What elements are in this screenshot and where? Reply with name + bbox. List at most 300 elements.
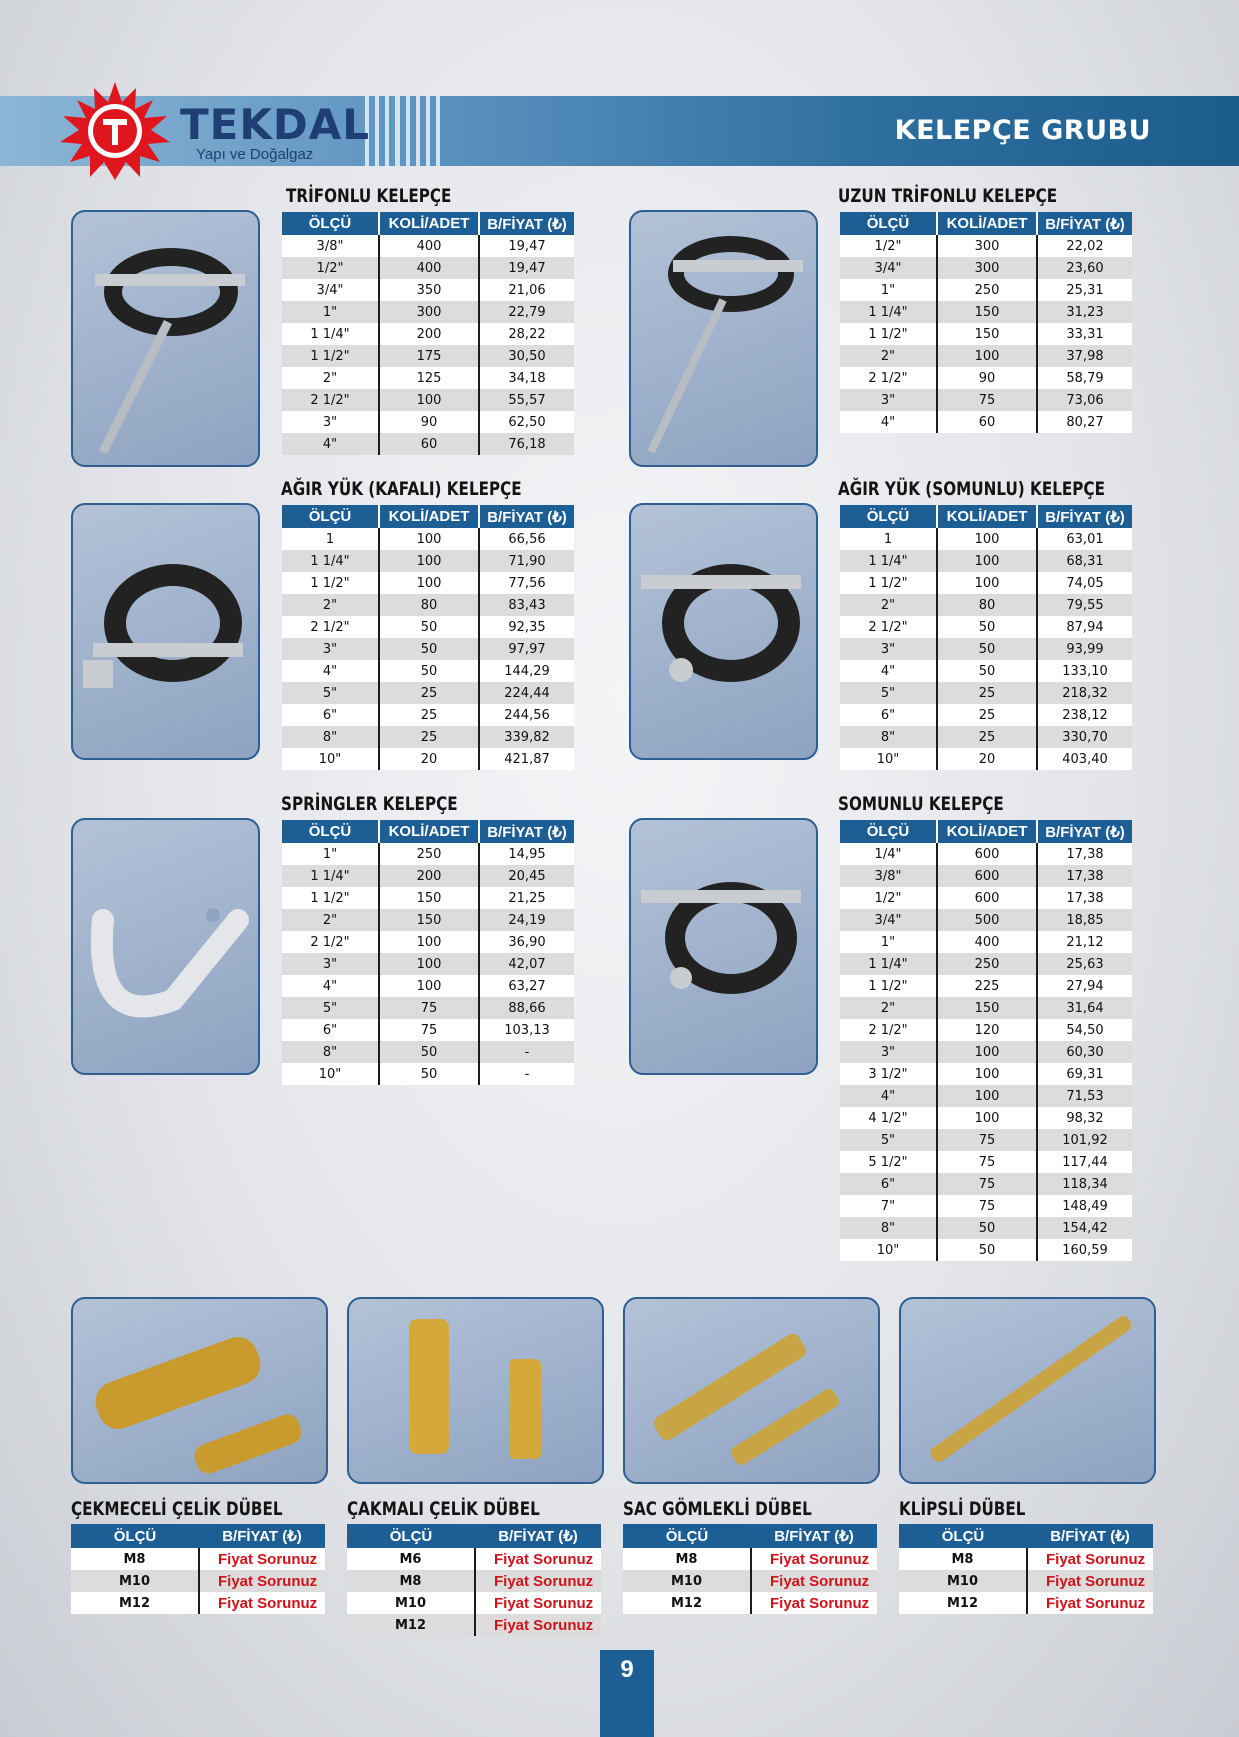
size-cell: 3" [840,389,937,411]
cakmali-dubel-table [347,1524,601,1636]
price-column-header: B/FİYAT (₺) [199,1524,325,1548]
price-cell: 73,06 [1037,389,1132,411]
price-cell: - [479,1041,574,1063]
table-row [840,1217,1132,1239]
qty-cell: 600 [937,887,1037,909]
agir-somunlu-clamp-image [629,503,818,760]
table-row [840,389,1132,411]
qty-cell: 60 [937,411,1037,433]
table-row [840,726,1132,748]
table-row [840,931,1132,953]
size-cell: 2 1/2" [282,616,379,638]
size-cell: 1 1/4" [282,550,379,572]
table-row [840,1239,1132,1261]
size-cell: 4" [840,411,937,433]
table-row [282,682,574,704]
size-cell: M8 [347,1570,475,1592]
table-row [282,616,574,638]
table-row [840,1063,1132,1085]
table-row [840,975,1132,997]
qty-cell: 120 [937,1019,1037,1041]
size-cell: M12 [347,1614,475,1636]
price-cell: 19,47 [479,257,574,279]
price-cell: 21,25 [479,887,574,909]
price-cell: 71,90 [479,550,574,572]
size-cell: 10" [282,748,379,770]
cekmeceli-dubel-image [71,1297,328,1484]
qty-cell: 250 [937,279,1037,301]
qty-cell: 250 [379,843,479,865]
qty-cell: 50 [379,660,479,682]
price-cell: 24,19 [479,909,574,931]
price-cell: 148,49 [1037,1195,1132,1217]
size-cell: M10 [347,1592,475,1614]
qty-cell: 100 [379,953,479,975]
qty-cell: 400 [937,931,1037,953]
qty-cell: 75 [937,1173,1037,1195]
table-row [347,1614,601,1636]
table-row [282,1063,574,1085]
table-row [282,279,574,301]
price-cell: 18,85 [1037,909,1132,931]
table-row [840,367,1132,389]
qty-cell: 75 [379,1019,479,1041]
price-cell: 77,56 [479,572,574,594]
size-cell: 5" [282,682,379,704]
qty-cell: 100 [937,550,1037,572]
size-cell: 4" [840,660,937,682]
table-header-row [899,1524,1153,1548]
qty-cell: 150 [937,323,1037,345]
header-stripes [365,96,440,166]
price-cell: Fiyat Sorunuz [199,1570,325,1592]
table-row [840,594,1132,616]
uzun-trifonlu-title: UZUN TRİFONLU KELEPÇE [838,185,1058,207]
klipsli-dubel-title: KLİPSLİ DÜBEL [899,1498,1026,1520]
size-cell: 10" [840,748,937,770]
qty-cell: 50 [937,660,1037,682]
qty-cell: 100 [379,389,479,411]
size-column-header: ÖLÇÜ [623,1524,751,1548]
size-cell: 2" [840,997,937,1019]
agir-kafali-title: AĞIR YÜK (KAFALI) KELEPÇE [281,478,522,500]
qty-cell: 100 [379,931,479,953]
price-cell: 74,05 [1037,572,1132,594]
price-cell: 218,32 [1037,682,1132,704]
table-row [840,1019,1132,1041]
qty-cell: 200 [379,865,479,887]
qty-cell: 300 [379,301,479,323]
qty-cell: 25 [937,726,1037,748]
qty-cell: 50 [379,1041,479,1063]
qty-cell: 50 [379,616,479,638]
somunlu-price-table [840,820,1132,1261]
table-row [840,257,1132,279]
qty-cell: 150 [937,997,1037,1019]
size-cell: 2" [840,345,937,367]
qty-cell: 20 [937,748,1037,770]
qty-cell: 50 [937,1239,1037,1261]
price-cell: 117,44 [1037,1151,1132,1173]
price-cell: 17,38 [1037,843,1132,865]
size-cell: 3" [282,411,379,433]
size-cell: 2" [282,594,379,616]
price-column-header: B/FİYAT (₺) [479,505,574,528]
price-cell: 34,18 [479,367,574,389]
table-row [840,704,1132,726]
springler-title: SPRİNGLER KELEPÇE [281,793,458,815]
price-cell: Fiyat Sorunuz [1027,1570,1153,1592]
price-cell: 42,07 [479,953,574,975]
table-row [282,975,574,997]
qty-column-header: KOLİ/ADET [937,505,1037,528]
price-cell: 97,97 [479,638,574,660]
table-row [623,1592,877,1614]
price-cell: 22,79 [479,301,574,323]
price-cell: 66,56 [479,528,574,550]
size-cell: 1 1/4" [282,865,379,887]
price-cell: 63,27 [479,975,574,997]
size-cell: 5" [840,1129,937,1151]
price-column-header: B/FİYAT (₺) [479,212,574,235]
price-cell: 23,60 [1037,257,1132,279]
qty-cell: 150 [379,887,479,909]
size-cell: 4" [282,660,379,682]
table-row [282,550,574,572]
table-row [282,748,574,770]
table-row [840,1195,1132,1217]
size-column-header: ÖLÇÜ [840,820,937,843]
price-cell: 25,31 [1037,279,1132,301]
price-column-header: B/FİYAT (₺) [1037,505,1132,528]
qty-cell: 100 [937,345,1037,367]
size-cell: 6" [282,1019,379,1041]
size-cell: 1/4" [840,843,937,865]
cakmali-dubel-image [347,1297,604,1484]
size-cell: 1 1/4" [282,323,379,345]
qty-cell: 25 [937,682,1037,704]
qty-column-header: KOLİ/ADET [937,212,1037,235]
table-row [282,323,574,345]
price-cell: 154,42 [1037,1217,1132,1239]
size-cell: 3/4" [282,279,379,301]
price-cell: Fiyat Sorunuz [751,1570,877,1592]
price-cell: 31,23 [1037,301,1132,323]
trifonlu-clamp-image [71,210,260,467]
size-cell: 8" [840,1217,937,1239]
qty-cell: 350 [379,279,479,301]
size-column-header: ÖLÇÜ [282,820,379,843]
table-row [840,411,1132,433]
qty-cell: 100 [379,528,479,550]
qty-column-header: KOLİ/ADET [379,212,479,235]
somunlu-clamp-image [629,818,818,1075]
size-cell: 3" [282,953,379,975]
price-cell: 80,27 [1037,411,1132,433]
table-row [282,572,574,594]
size-cell: 2 1/2" [840,1019,937,1041]
table-row [623,1570,877,1592]
table-header-row [347,1524,601,1548]
qty-cell: 150 [379,909,479,931]
qty-cell: 400 [379,257,479,279]
table-row [840,301,1132,323]
price-column-header: B/FİYAT (₺) [475,1524,601,1548]
qty-cell: 100 [379,572,479,594]
qty-cell: 25 [379,682,479,704]
size-cell: 1 1/2" [840,572,937,594]
size-cell: 2" [840,594,937,616]
size-cell: M10 [71,1570,199,1592]
price-cell: 17,38 [1037,865,1132,887]
size-cell: 1" [282,843,379,865]
size-cell: 10" [282,1063,379,1085]
size-cell: 2" [282,909,379,931]
size-cell: 3/4" [840,257,937,279]
qty-cell: 225 [937,975,1037,997]
price-cell: Fiyat Sorunuz [751,1548,877,1570]
qty-cell: 100 [937,528,1037,550]
table-row [899,1570,1153,1592]
table-row [840,235,1132,257]
table-row [840,279,1132,301]
price-cell: 14,95 [479,843,574,865]
size-cell: 6" [282,704,379,726]
size-cell: 8" [282,1041,379,1063]
size-cell: M10 [623,1570,751,1592]
price-cell: 133,10 [1037,660,1132,682]
table-row [840,638,1132,660]
price-cell: 17,38 [1037,887,1132,909]
table-row [282,704,574,726]
size-cell: 2 1/2" [840,367,937,389]
price-cell: 60,30 [1037,1041,1132,1063]
agir-kafali-clamp-image [71,503,260,760]
price-cell: 22,02 [1037,235,1132,257]
sac-gomlekli-dubel-image [623,1297,880,1484]
qty-cell: 300 [937,257,1037,279]
table-row [899,1548,1153,1570]
price-cell: 54,50 [1037,1019,1132,1041]
klipsli-dubel-image [899,1297,1156,1484]
table-row [282,235,574,257]
price-cell: 36,90 [479,931,574,953]
size-cell: 1 1/2" [282,345,379,367]
table-row [282,1041,574,1063]
qty-cell: 100 [937,1041,1037,1063]
somunlu-title: SOMUNLU KELEPÇE [838,793,1004,815]
qty-cell: 25 [379,704,479,726]
cekmeceli-dubel-title: ÇEKMECELİ ÇELİK DÜBEL [71,1498,283,1520]
price-cell: Fiyat Sorunuz [199,1592,325,1614]
table-header-row [71,1524,325,1548]
price-cell: 118,34 [1037,1173,1132,1195]
size-cell: 1 [840,528,937,550]
size-cell: M6 [347,1548,475,1570]
table-row [282,594,574,616]
price-cell: 27,94 [1037,975,1132,997]
size-column-header: ÖLÇÜ [282,505,379,528]
size-cell: M8 [899,1548,1027,1570]
table-row [71,1570,325,1592]
table-row [840,953,1132,975]
size-column-header: ÖLÇÜ [347,1524,475,1548]
table-row [347,1570,601,1592]
table-row [840,865,1132,887]
qty-cell: 50 [937,638,1037,660]
qty-cell: 100 [379,975,479,997]
qty-column-header: KOLİ/ADET [937,820,1037,843]
uzun-trifonlu-clamp-image [629,210,818,467]
price-cell: 21,12 [1037,931,1132,953]
size-cell: 4" [282,975,379,997]
price-cell: 238,12 [1037,704,1132,726]
table-header-row [282,212,574,235]
price-cell: 103,13 [479,1019,574,1041]
table-row [282,726,574,748]
table-row [71,1548,325,1570]
size-cell: 3" [840,638,937,660]
size-column-header: ÖLÇÜ [840,212,937,235]
price-cell: 92,35 [479,616,574,638]
size-cell: 1" [282,301,379,323]
size-cell: 1 1/4" [840,550,937,572]
group-title: KELEPÇE GRUBU [894,115,1151,146]
agir-kafali-price-table [282,505,574,770]
price-cell: Fiyat Sorunuz [199,1548,325,1570]
qty-cell: 200 [379,323,479,345]
table-row [840,572,1132,594]
qty-cell: 90 [379,411,479,433]
brand-name: TEKDAL [180,100,371,149]
table-row [71,1592,325,1614]
qty-cell: 20 [379,748,479,770]
page-number: 9 [600,1650,654,1737]
table-row [840,660,1132,682]
size-column-header: ÖLÇÜ [899,1524,1027,1548]
price-cell: 19,47 [479,235,574,257]
table-header-row [282,505,574,528]
agir-somunlu-price-table [840,505,1132,770]
table-row [840,843,1132,865]
size-column-header: ÖLÇÜ [840,505,937,528]
table-row [282,411,574,433]
table-row [282,1019,574,1041]
price-column-header: B/FİYAT (₺) [1027,1524,1153,1548]
size-cell: 5" [282,997,379,1019]
qty-cell: 150 [937,301,1037,323]
size-cell: M8 [71,1548,199,1570]
price-cell: 421,87 [479,748,574,770]
qty-column-header: KOLİ/ADET [379,820,479,843]
qty-cell: 100 [937,1063,1037,1085]
table-row [840,616,1132,638]
size-cell: 3" [840,1041,937,1063]
table-row [282,909,574,931]
size-cell: 1/2" [840,887,937,909]
size-cell: 5 1/2" [840,1151,937,1173]
size-cell: 1/2" [840,235,937,257]
price-cell: 98,32 [1037,1107,1132,1129]
size-cell: 8" [282,726,379,748]
size-cell: 1 [282,528,379,550]
price-column-header: B/FİYAT (₺) [479,820,574,843]
cekmeceli-dubel-table [71,1524,325,1614]
table-row [282,389,574,411]
table-row [282,843,574,865]
price-cell: 31,64 [1037,997,1132,1019]
table-row [282,953,574,975]
table-row [282,638,574,660]
table-row [840,997,1132,1019]
table-row [282,345,574,367]
size-column-header: ÖLÇÜ [71,1524,199,1548]
size-cell: 1/2" [282,257,379,279]
table-row [282,367,574,389]
table-row [282,931,574,953]
table-row [840,1151,1132,1173]
price-column-header: B/FİYAT (₺) [1037,820,1132,843]
table-row [347,1592,601,1614]
qty-cell: 75 [379,997,479,1019]
table-row [840,682,1132,704]
price-cell: Fiyat Sorunuz [475,1614,601,1636]
table-row [840,909,1132,931]
size-cell: 3/4" [840,909,937,931]
price-cell: 55,57 [479,389,574,411]
table-row [282,528,574,550]
qty-cell: 25 [379,726,479,748]
table-row [840,748,1132,770]
price-cell: 33,31 [1037,323,1132,345]
price-column-header: B/FİYAT (₺) [751,1524,877,1548]
table-row [840,1041,1132,1063]
qty-cell: 90 [937,367,1037,389]
sac-gomlekli-dubel-title: SAC GÖMLEKLİ DÜBEL [623,1498,812,1520]
price-cell: 25,63 [1037,953,1132,975]
sac-gomlekli-dubel-table [623,1524,877,1614]
cakmali-dubel-title: ÇAKMALI ÇELİK DÜBEL [347,1498,540,1520]
qty-cell: 175 [379,345,479,367]
qty-cell: 75 [937,389,1037,411]
price-cell: 58,79 [1037,367,1132,389]
springler-price-table [282,820,574,1085]
table-row [282,660,574,682]
price-cell: 244,56 [479,704,574,726]
price-cell: 71,53 [1037,1085,1132,1107]
table-row [282,301,574,323]
price-cell: 101,92 [1037,1129,1132,1151]
size-cell: 1 1/2" [840,975,937,997]
table-row [282,433,574,455]
price-column-header: B/FİYAT (₺) [1037,212,1132,235]
table-row [840,1107,1132,1129]
table-row [282,997,574,1019]
table-row [840,323,1132,345]
qty-cell: 600 [937,865,1037,887]
qty-cell: 80 [379,594,479,616]
size-cell: M12 [899,1592,1027,1614]
qty-cell: 100 [379,550,479,572]
table-row [840,528,1132,550]
price-cell: Fiyat Sorunuz [475,1570,601,1592]
qty-cell: 600 [937,843,1037,865]
qty-cell: 250 [937,953,1037,975]
size-cell: 3 1/2" [840,1063,937,1085]
size-column-header: ÖLÇÜ [282,212,379,235]
size-cell: 1" [840,279,937,301]
table-row [282,887,574,909]
